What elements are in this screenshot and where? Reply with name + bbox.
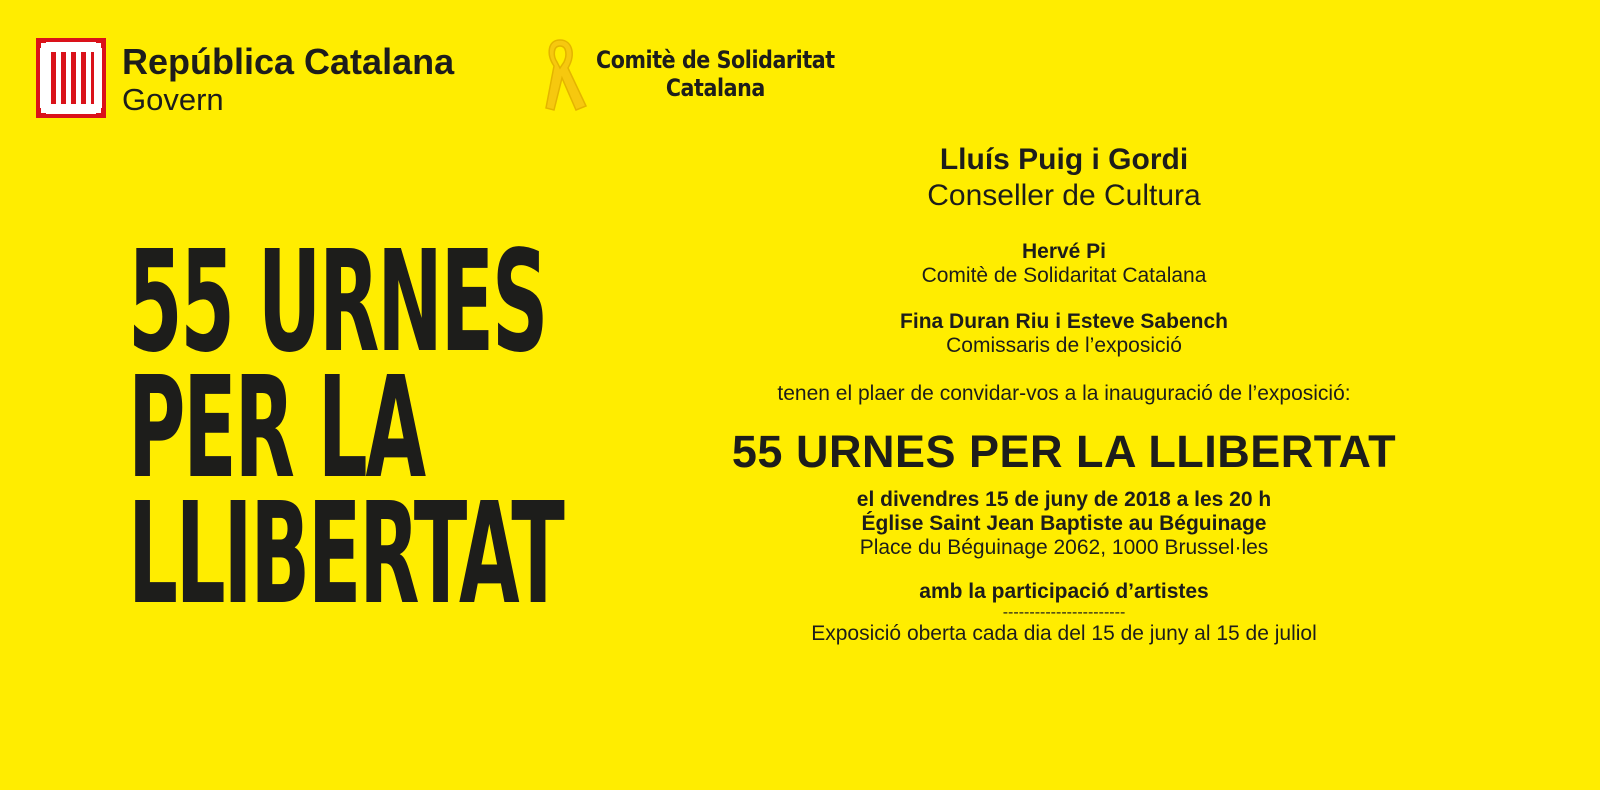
comite-name-line1: Comitè de Solidaritat: [596, 46, 835, 74]
govern-subtitle: Govern: [122, 82, 224, 117]
govern-logo: [36, 38, 454, 118]
yellow-ribbon-icon: [540, 34, 596, 116]
catalan-seal-icon: [36, 38, 106, 118]
host-name: Lluís Puig i Gordi: [939, 143, 1189, 176]
event-venue: Église Saint Jean Baptiste au Béguinage: [861, 512, 1267, 535]
poster-title-line2: PER LA: [128, 347, 424, 510]
guest2-role: Comissaris de l’exposició: [946, 334, 1182, 357]
guest1-role: Comitè de Solidaritat Catalana: [921, 264, 1207, 287]
exhibition-dates: Exposició oberta cada dia del 15 de juny al 15 de juliol: [811, 622, 1317, 645]
poster-title-line3: LLIBERTAT: [128, 473, 563, 636]
guest1-name: Hervé Pi: [1021, 240, 1107, 263]
event-date: el divendres 15 de juny de 2018 a les 20 h: [856, 488, 1272, 511]
event-address: Place du Béguinage 2062, 1000 Brussel·les: [859, 536, 1269, 559]
host-role: Conseller de Cultura: [927, 179, 1201, 212]
poster-title: [128, 221, 563, 636]
comite-name-line2: Catalana: [665, 74, 765, 102]
separator: -----------------------: [1002, 604, 1126, 621]
participation-note: amb la participació d’artistes: [919, 580, 1209, 603]
govern-title: República Catalana: [122, 41, 455, 82]
guest2-name: Fina Duran Riu i Esteve Sabench: [900, 310, 1228, 333]
invitation-intro: tenen el plaer de convidar-vos a la inauguració de l’exposició:: [777, 382, 1351, 405]
poster-title-line1: 55 URNES: [128, 221, 547, 384]
invitation-text: [614, 142, 1514, 646]
exhibit-title: 55 URNES PER LA LLIBERTAT: [731, 426, 1397, 477]
comite-logo: [540, 34, 874, 116]
